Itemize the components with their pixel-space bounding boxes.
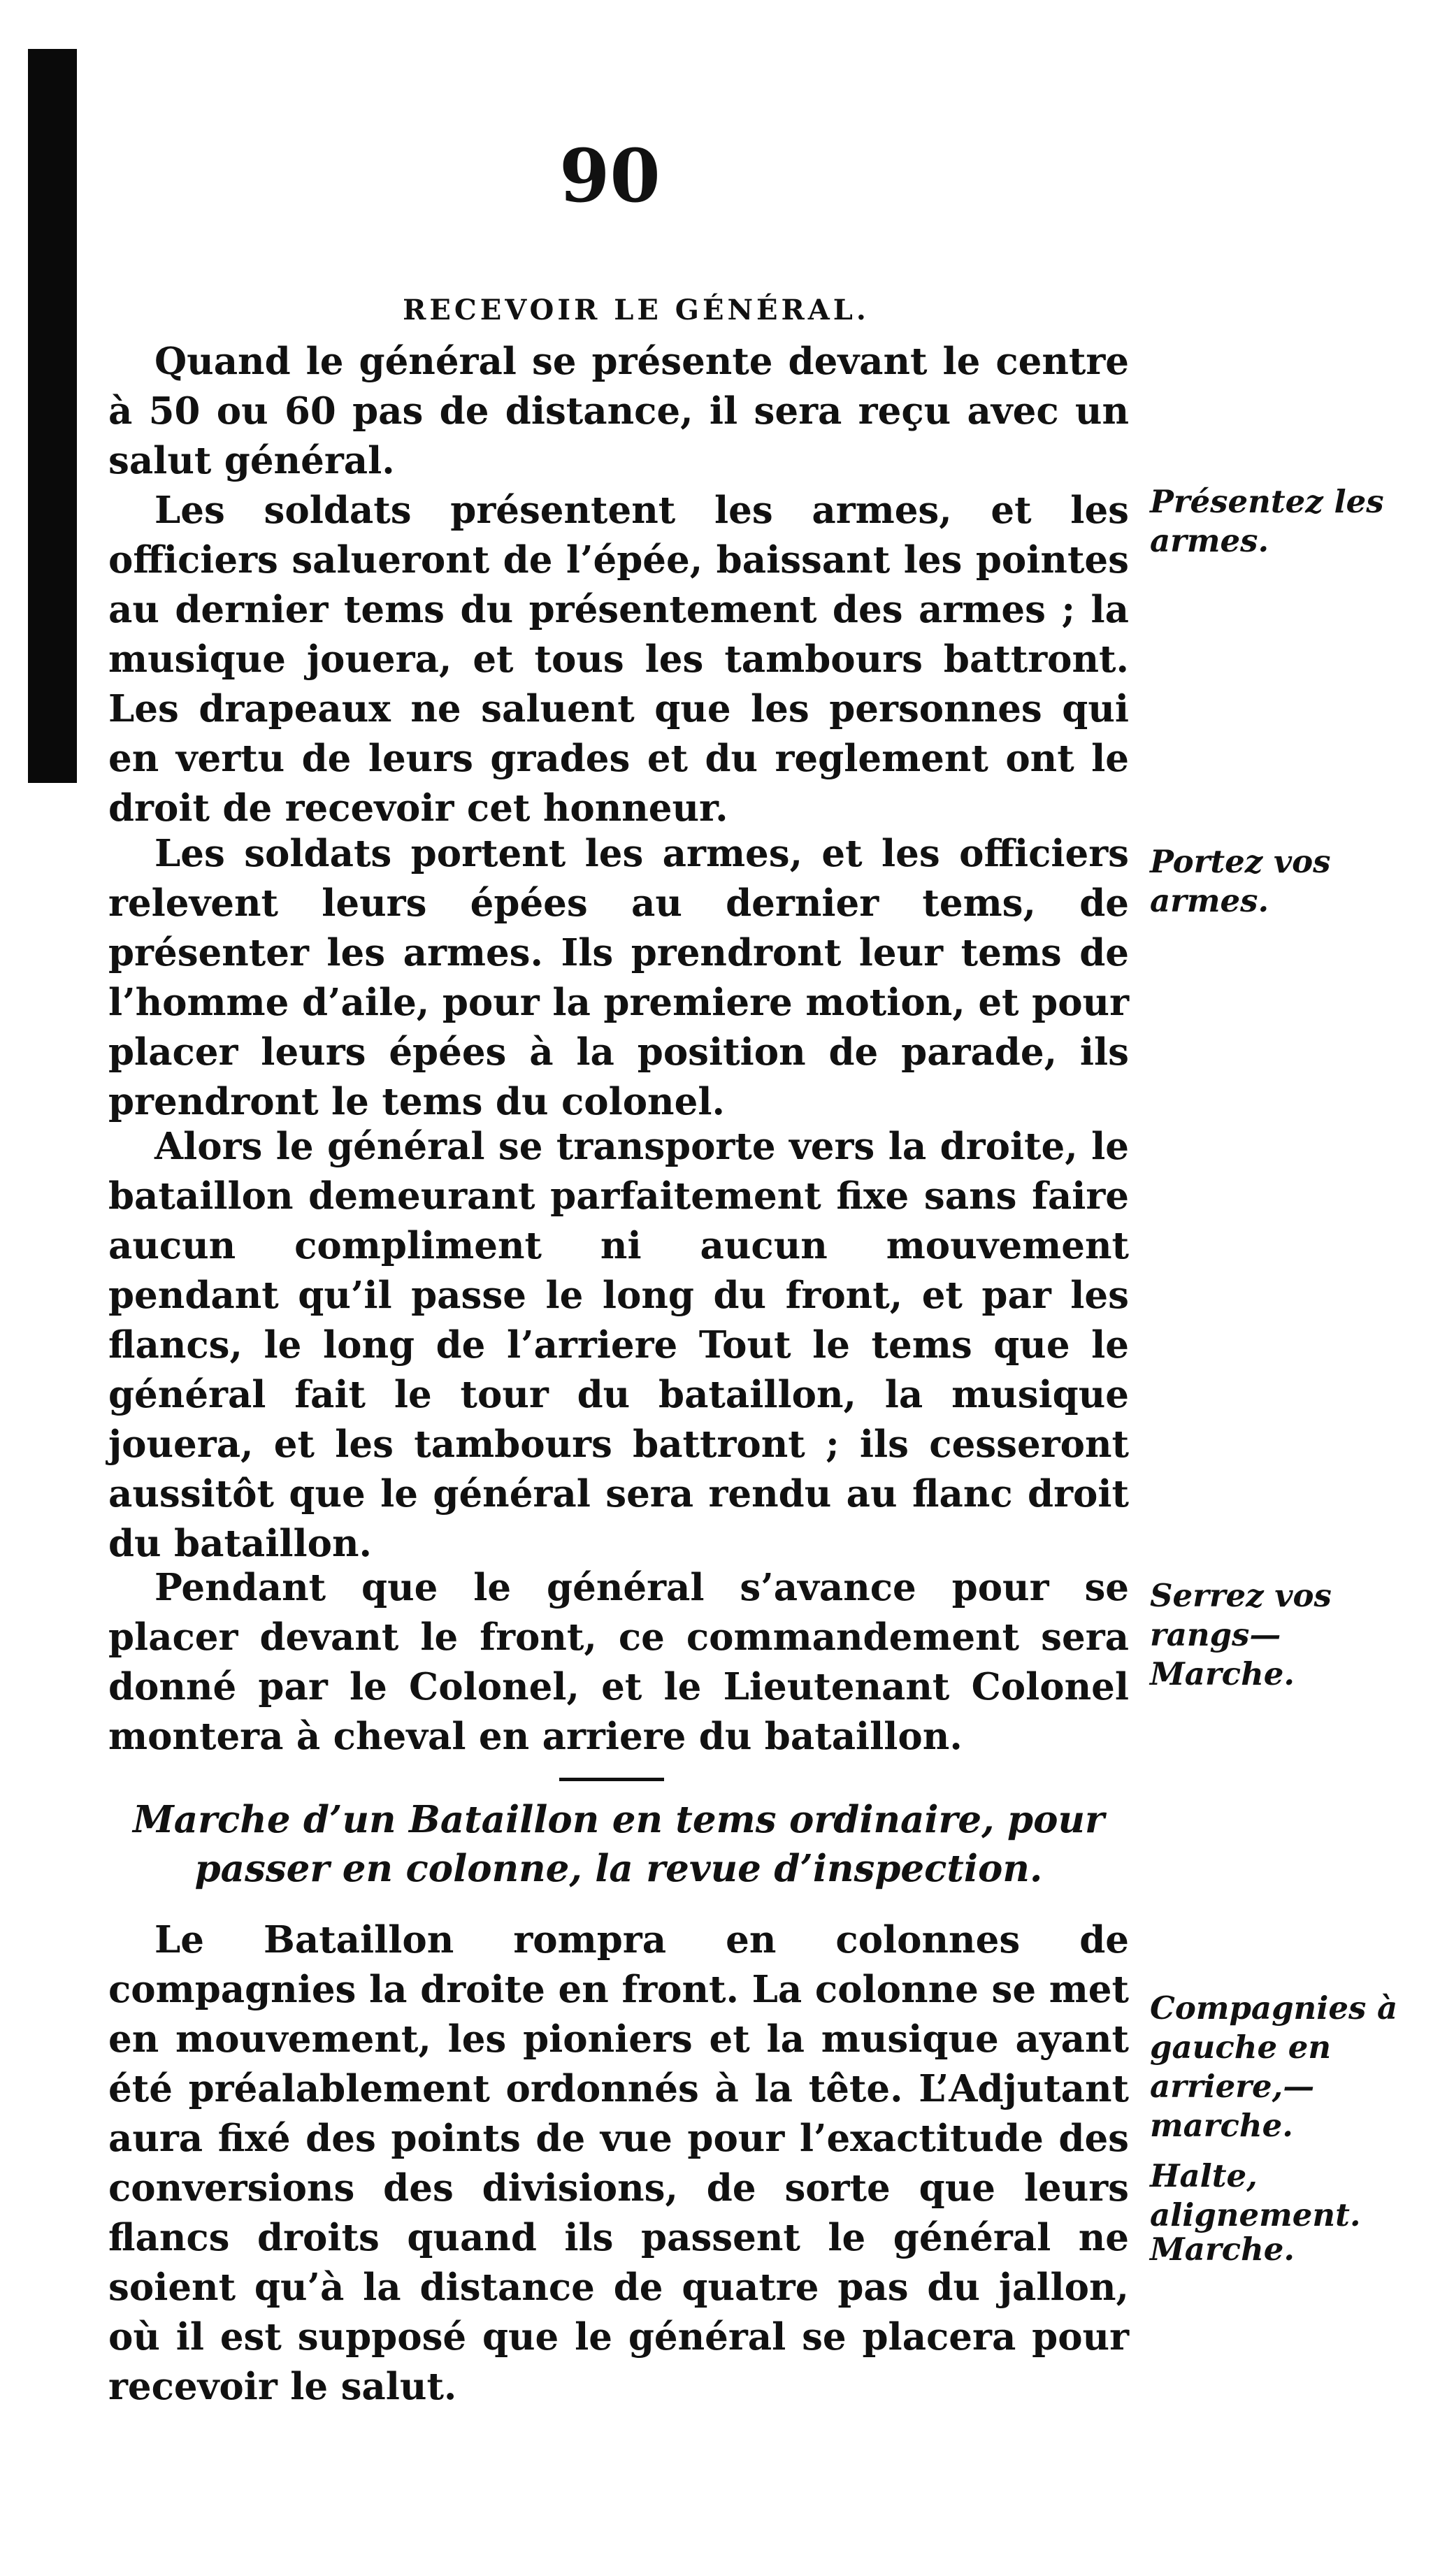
paragraph-2 bbox=[108, 486, 1129, 833]
paragraph-1 bbox=[108, 337, 1129, 486]
margin-note-present-arms: Présentez les armes. bbox=[1150, 483, 1384, 559]
margin-note-carry-arms: Portez vos armes. bbox=[1150, 843, 1331, 919]
paragraph-3 bbox=[108, 829, 1129, 1127]
margin-ink-bar bbox=[28, 49, 77, 783]
margin-note-close-ranks: Serrez vos rangs— Marche. bbox=[1150, 1577, 1332, 1692]
subsection-heading: Marche d’un Bataillon en tems ordinaire, pour passer en colonne, la revue d’inspection. bbox=[133, 1798, 1104, 1890]
paragraph-6-text: Le Bataillon rompra en colonnes de compagnies la droite en front. La colonne se met en mouvement, les pioniers et la musique ayant été préalablement ordonnés à la tête. L’Adjutant aura fixé des points de vue pour l’exactitude des conversions des divisions, de sorte que leurs flancs droits quand ils passent le général ne soient qu’à la distance de quatre pas du jallon, où il est supposé que le général se placera pour recevoir le salut. bbox=[108, 1918, 1129, 2408]
paragraph-4-text: Alors le général se transporte vers la droite, le bataillon demeurant parfaitement fixe sans faire aucun compliment ni aucun mouvement pendant qu’il passe le long du front, et par les flancs, le long de l’arriere Tout le tems que le général fait le tour du bataillon, la musique jouera, et les tambours battront ; ils cesseront aussitôt que le général sera rendu au flanc droit du bataillon. bbox=[108, 1125, 1129, 1565]
paragraph-6 bbox=[108, 1915, 1129, 2412]
paragraph-3-text: Les soldats portent les armes, et les officiers relevent leurs épées au dernier tems, de présenter les armes. Ils prendront leur tems de l’homme d’aile, pour la premiere motion, et pour placer leurs épées à la position de parade, ils prendront le tems du colonel. bbox=[108, 832, 1129, 1123]
paragraph-1-text: Quand le général se présente devant le centre à 50 ou 60 pas de distance, il sera reçu avec un salut général. bbox=[108, 340, 1129, 482]
margin-note-march: Marche. bbox=[1150, 2231, 1295, 2268]
margin-note-halt-align: Halte, alignement. bbox=[1150, 2157, 1361, 2233]
page-number: 90 bbox=[559, 133, 661, 219]
paragraph-5-text: Pendant que le général s’avance pour se placer devant le front, ce commandement sera donné par le Colonel, et le Lieutenant Colonel montera à cheval en arriere du bataillon. bbox=[108, 1566, 1129, 1758]
paragraph-5 bbox=[108, 1563, 1129, 1762]
paragraph-4 bbox=[108, 1122, 1129, 1569]
paragraph-2-text: Les soldats présentent les armes, et les officiers salueront de l’épée, baissant les pointes au dernier tems du présentement des armes ; la musique jouera, et tous les tambours battront. Les drapeaux ne saluent que les personnes qui en vertu de leurs grades et du reglement ont le droit de recevoir cet honneur. bbox=[108, 489, 1129, 830]
section-heading: RECEVOIR LE GÉNÉRAL. bbox=[403, 294, 870, 326]
margin-note-companies-left: Compagnies à gauche en arriere,— marche. bbox=[1150, 1989, 1398, 2144]
section-divider bbox=[559, 1778, 664, 1781]
